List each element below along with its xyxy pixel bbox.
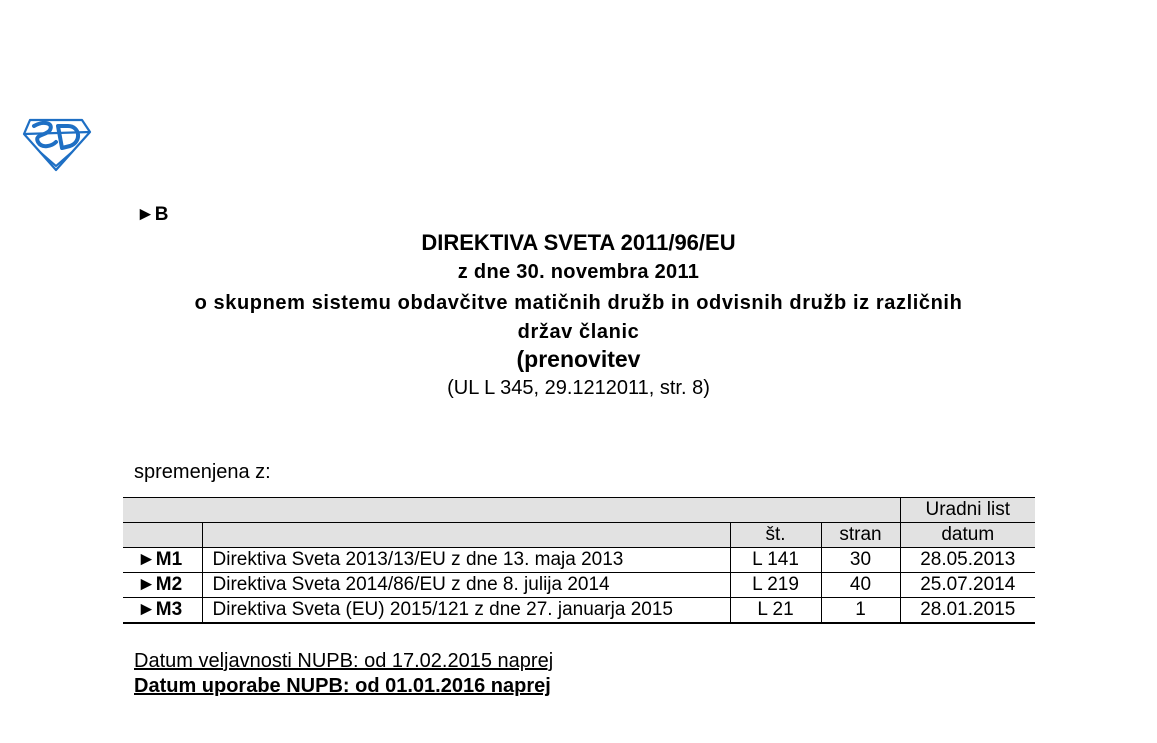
validity-date-note: Datum veljavnosti NUPB: od 17.02.2015 naprej (134, 650, 554, 672)
table-row (123, 598, 1035, 624)
amendment-date: 25.07.2014 (900, 573, 1035, 598)
table-header-row-1 (123, 498, 1035, 523)
header-number: št. (730, 523, 821, 548)
header-date: datum (900, 523, 1035, 548)
document-title: DIREKTIVA SVETA 2011/96/EU (421, 230, 736, 255)
amendment-number: L 21 (730, 598, 821, 624)
amendment-marker: ►M3 (123, 598, 202, 624)
amendment-number: L 141 (730, 548, 821, 573)
amendment-page: 30 (821, 548, 900, 573)
document-official-journal-reference: (UL L 345, 29.1212011, str. 8) (447, 377, 710, 399)
header-description-cell (202, 523, 730, 548)
amendment-page: 1 (821, 598, 900, 624)
table-header-row-2 (123, 523, 1035, 548)
header-official-journal: Uradni list (900, 498, 1035, 523)
table-row (123, 548, 1035, 573)
document-date: z dne 30. novembra 2011 (457, 261, 700, 283)
document-subject (120, 289, 1037, 347)
amendment-page: 40 (821, 573, 900, 598)
amendment-description: Direktiva Sveta 2013/13/EU z dne 13. maja 2013 (202, 548, 730, 573)
sd-diamond-logo-icon (20, 116, 94, 172)
amendment-marker: ►M2 (123, 573, 202, 598)
base-act-marker: ►B (136, 204, 169, 225)
document-subject-line-1: o skupnem sistemu obdavčitve matičnih družb in odvisnih družb iz različnih (194, 292, 963, 314)
header-page: stran (821, 523, 900, 548)
header-blank-cell (123, 498, 900, 523)
amendment-description: Direktiva Sveta 2014/86/EU z dne 8. julija 2014 (202, 573, 730, 598)
application-date-note: Datum uporabe NUPB: od 01.01.2016 naprej (134, 675, 551, 697)
amendment-date: 28.01.2015 (900, 598, 1035, 624)
amendments-table (123, 497, 1035, 624)
header-marker-cell (123, 523, 202, 548)
amendment-description: Direktiva Sveta (EU) 2015/121 z dne 27. januarja 2015 (202, 598, 730, 624)
table-row (123, 573, 1035, 598)
amendment-number: L 219 (730, 573, 821, 598)
document-recast-label: (prenovitev (516, 346, 641, 372)
amended-by-label: spremenjena z: (134, 461, 271, 483)
amendment-marker: ►M1 (123, 548, 202, 573)
document-subject-line-2: držav članic (517, 321, 640, 343)
amendment-date: 28.05.2013 (900, 548, 1035, 573)
